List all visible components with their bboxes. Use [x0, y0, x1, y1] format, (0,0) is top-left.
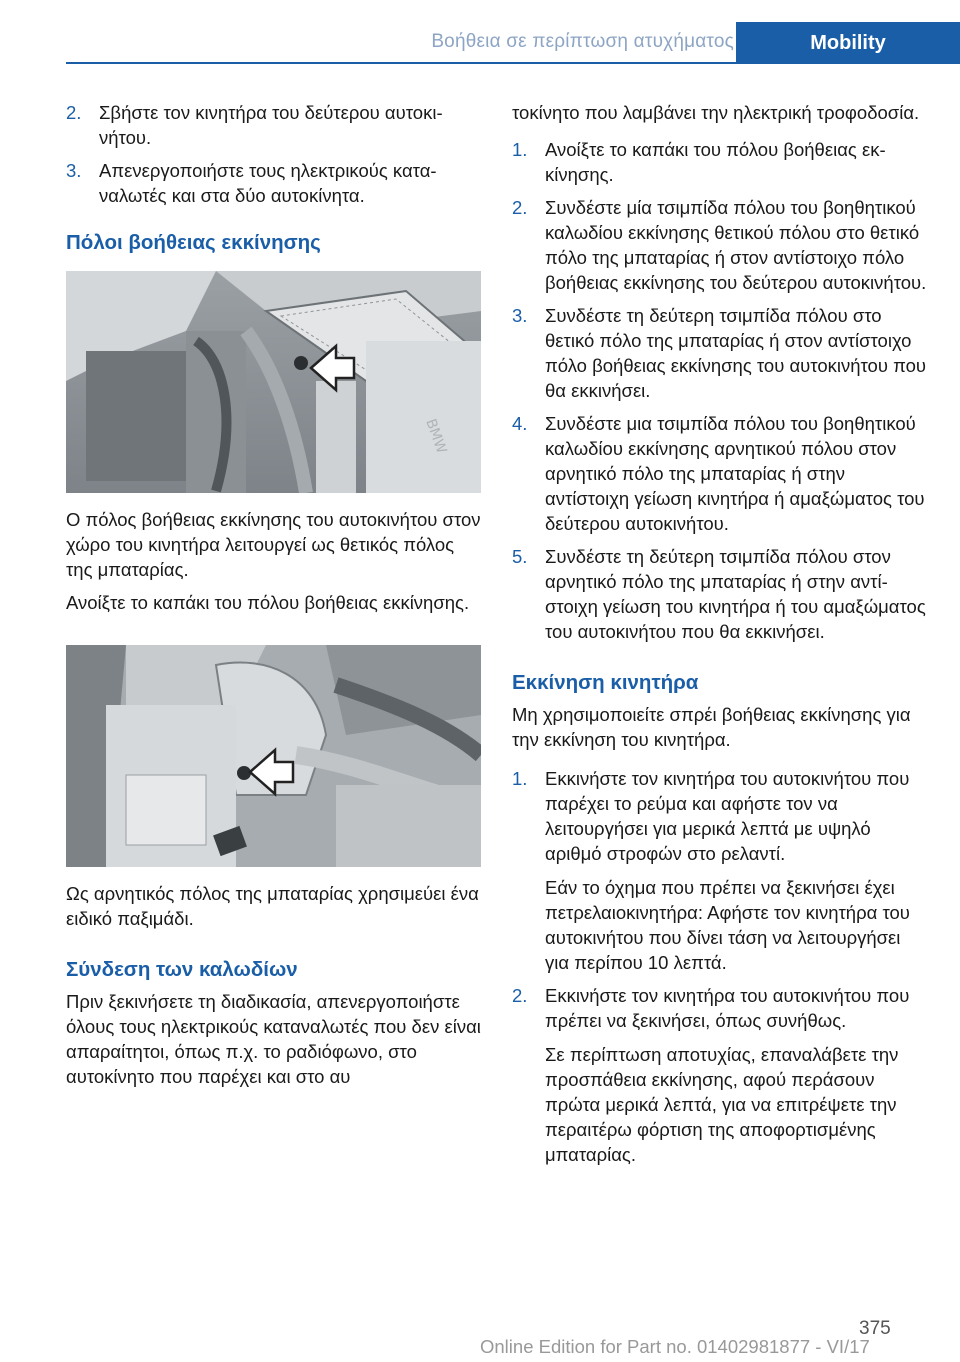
list-item	[66, 100, 481, 150]
right-column	[512, 100, 927, 1175]
cables-intro: Πριν ξεκινήσετε τη διαδικασία, απενεργοποιήστε όλους τους ηλεκτρικούς καταναλωτές που δεν είναι απαραίτητοι, όπως π.χ. το ραδιόφωνο, στο αυτοκίνητο που παρέχει και στο αυ	[66, 991, 481, 1087]
list-item	[66, 158, 481, 208]
list-item	[512, 137, 927, 187]
list-item	[512, 544, 927, 644]
heading-connecting-cables: Σύνδεση των καλωδίων	[66, 958, 298, 981]
step-text: Συνδέστε μια τσιμπίδα πόλου του βοηθητικού καλωδίου εκκίνησης αρνητικού πόλου στον αρνητικό πόλο της μπαταρίας ή στην αντίστοιχη γείωση κινητήρα ή αμαξώματος του δεύτερου αυτοκινήτου.	[545, 413, 925, 534]
list-item	[512, 411, 927, 536]
start-intro: Μη χρησιμοποιείτε σπρέι βοήθειας εκκίνησης για την εκκίνηση του κινητήρα.	[512, 704, 911, 750]
edition-footer: Online Edition for Part no. 01402981877 - VI/17	[480, 1336, 870, 1357]
step-number: 2.	[512, 985, 528, 1006]
step-note: Εάν το όχημα που πρέπει να ξεκινήσει έχει πετρελαιοκινητήρα: Αφήστε τον κινητήρα του αυτοκινήτου που δίνει τάση να λειτουργήσει για περίπου 10 λεπτά.	[545, 877, 910, 973]
step-text: Εκκινήστε τον κινητήρα του αυτοκινήτου που πρέπει να ξεκινήσει, όπως συνήθως.	[545, 985, 910, 1031]
step-number: 5.	[512, 546, 528, 567]
caption-negative-pole: Ως αρνητικός πόλος της μπαταρίας χρησιμεύει ένα ειδικό παξιμάδι.	[66, 883, 479, 929]
section-title: Βοήθεια σε περίπτωση ατυχήματος	[431, 31, 734, 52]
step-number: 1.	[512, 139, 528, 160]
step-text: Συνδέστε τη δεύτερη τσιμπίδα πόλου στον αρνητικό πόλο της μπαταρίας ή στην αντίστοιχη γείωση του κινητήρα ή του αμαξώματος του αυτοκινήτου που θα εκκινήσει.	[545, 546, 926, 642]
step-text: Συνδέστε τη δεύτερη τσιμπίδα πόλου στο θετικό πόλο της μπαταρίας ή στον αντίστοιχο πόλο βοήθειας εκκίνησης του αυτοκινήτου που θα εκκινήσει.	[545, 305, 927, 401]
step-number: 3.	[512, 305, 528, 326]
step-number: 2.	[512, 197, 528, 218]
caption-positive-pole: Ο πόλος βοήθειας εκκίνησης του αυτοκινήτου στον χώρο του κινητήρα λειτουργεί ως θετικός πόλος της μπαταρίας.	[66, 509, 481, 580]
engine-bay-negative-pole-image	[66, 645, 481, 867]
list-item	[512, 766, 927, 975]
page-number: 375	[859, 1318, 891, 1339]
step-number: 4.	[512, 413, 528, 434]
left-column	[66, 100, 481, 1097]
step-text: Εκκινήστε τον κινητήρα του αυτοκινήτου που παρέχει το ρεύμα και αφήστε τον να λειτουργήσει για μερικά λεπτά με υψηλό αριθμό στροφών στο ρελαντί.	[545, 768, 910, 864]
instruction-open-cap: Ανοίξτε το καπάκι του πόλου βοήθειας εκκίνησης.	[66, 592, 470, 613]
engine-bay-positive-pole-image	[66, 271, 481, 493]
step-note: Σε περίπτωση αποτυχίας, επαναλάβετε την προσπάθεια εκκίνησης, αφού περάσουν πρώτα μερικά λεπτά, για να επιτρέψετε την περαιτέρω φόρτιση της αποφορτισμένης μπαταρίας.	[545, 1044, 899, 1165]
start-steps-list	[512, 766, 927, 1167]
list-item	[512, 983, 927, 1167]
header-rule	[66, 62, 960, 64]
step-text: Σβήστε τον κινητήρα του δεύτερου αυτοκινήτου.	[99, 102, 443, 148]
list-item	[512, 195, 927, 295]
heading-engine-start: Εκκίνηση κινητήρα	[512, 671, 699, 694]
step-number: 2.	[66, 102, 82, 123]
cable-steps-list	[512, 137, 927, 644]
svg-text:BMW: BMW	[422, 416, 450, 456]
step-text: Συνδέστε μία τσιμπίδα πόλου του βοηθητικού καλωδίου εκκίνησης θετικού πόλου στο θετικό πόλο της μπαταρίας ή στον αντίστοιχο πόλο βοήθειας εκκίνησης του δεύτερου αυτοκινήτου.	[545, 197, 927, 293]
step-text: Απενεργοποιήστε τους ηλεκτρικούς καταναλωτές και στα δύο αυτοκίνητα.	[99, 160, 437, 206]
chapter-tab: Mobility	[736, 22, 960, 64]
step-text: Ανοίξτε το καπάκι του πόλου βοήθειας εκκίνησης.	[545, 139, 886, 185]
step-number: 1.	[512, 768, 528, 789]
list-item	[512, 303, 927, 403]
cables-intro-continued: τοκίνητο που λαμβάνει την ηλεκτρική τροφοδοσία.	[512, 102, 920, 123]
step-number: 3.	[66, 160, 82, 181]
heading-start-poles: Πόλοι βοήθειας εκκίνησης	[66, 231, 321, 254]
